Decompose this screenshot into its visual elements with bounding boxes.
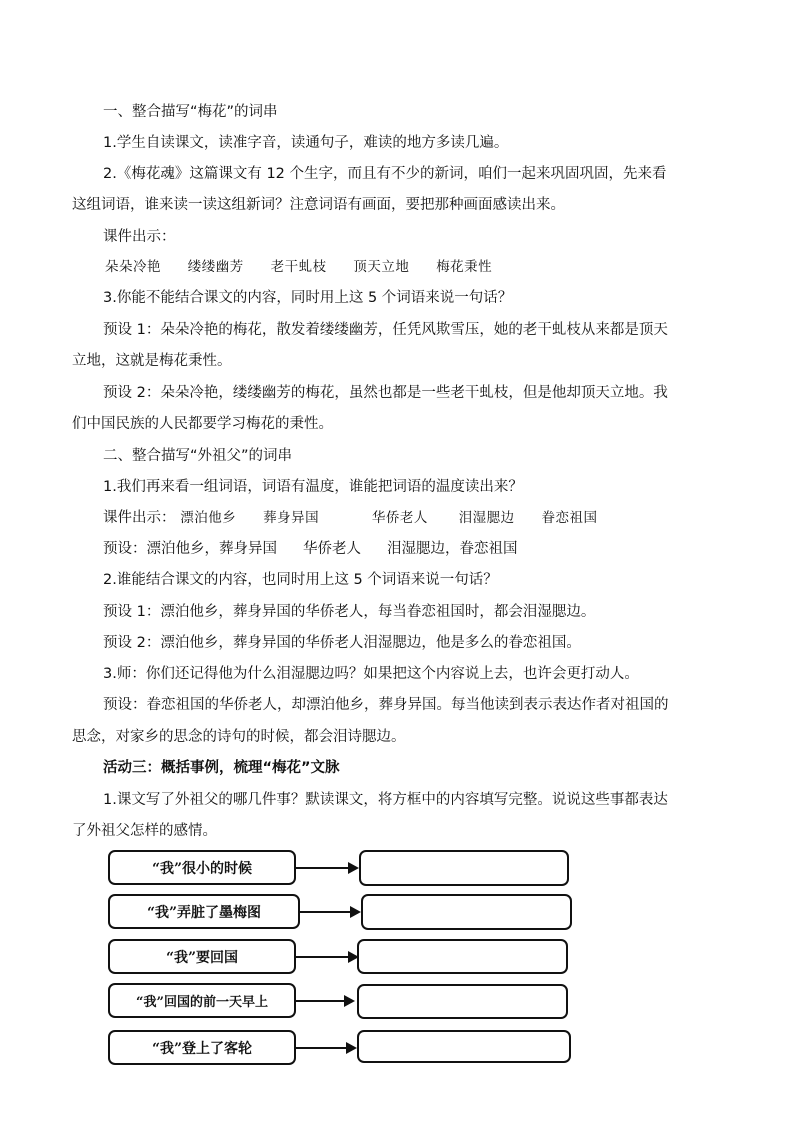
word-3: 华侨老人 <box>371 510 428 526</box>
answer-box-3[interactable] <box>357 939 568 974</box>
activity3-heading: 活动三：概括事例，梳理“梅花”文脉 <box>103 760 340 776</box>
answer-box-5[interactable] <box>357 1030 571 1063</box>
preset-part-3: 泪湿腮边，眷恋祖国 <box>387 541 518 557</box>
event-box-4: “我”回国的前一天早上 <box>108 983 296 1018</box>
answer-box-4[interactable] <box>357 984 568 1019</box>
section1-preset-2a: 预设 2：朵朵冷艳，缕缕幽芳的梅花，虽然也都是一些老干虬枝，但是他却顶天立地。我 <box>103 385 668 401</box>
section2-preset-2: 预设 2：漂泊他乡，葬身异国的华侨老人泪湿腮边，他是多么的眷恋祖国。 <box>103 635 581 651</box>
activity3-paragraph-1a: 1.课文写了外祖父的哪几件事？默读课文，将方框中的内容填写完整。说说这些事都表达 <box>103 792 668 808</box>
preset-part-1: 预设：漂泊他乡，葬身异国 <box>103 541 277 557</box>
section1-courseware-label: 课件出示： <box>103 229 176 245</box>
section1-paragraph-2a: 2.《梅花魂》这篇课文有 12 个生字，而且有不少的新词，咱们一起来巩固巩固，先来看 <box>103 166 667 182</box>
word-1: 朵朵冷艳 <box>105 259 161 275</box>
word-3: 老干虬枝 <box>270 259 327 275</box>
section2-paragraph-1: 1.我们再来看一组词语，词语有温度，谁能把词语的温度读出来？ <box>103 479 523 495</box>
section1-preset-1b: 立地，这就是梅花秉性。 <box>72 353 232 369</box>
section2-courseware-label: 课件出示： <box>103 510 176 526</box>
event-box-3: “我”要回国 <box>108 939 296 974</box>
word-1: 漂泊他乡 <box>180 510 237 526</box>
word-4: 顶天立地 <box>353 259 410 275</box>
activity3-paragraph-1b: 了外祖父怎样的感情。 <box>72 823 217 839</box>
arrow-icon <box>300 902 362 922</box>
section2-preset-3b: 思念，对家乡的思念的诗句的时候，都会泪诗腮边。 <box>72 729 406 745</box>
word-2: 缕缕幽芳 <box>187 259 244 275</box>
event-box-2: “我”弄脏了墨梅图 <box>108 894 300 929</box>
section1-preset-2b: 们中国民族的人民都要学习梅花的秉性。 <box>72 416 333 432</box>
section1-heading: 一、整合描写“梅花”的词串 <box>103 104 278 120</box>
arrow-icon <box>296 858 360 878</box>
section2-paragraph-3: 3.师：你们还记得他为什么泪湿腮边吗？如果把这个内容说上去，也许会更打动人。 <box>103 666 639 682</box>
section2-preset-3a: 预设：眷恋祖国的华侨老人，却漂泊他乡，葬身异国。每当他读到表示表达作者对祖国的 <box>103 697 669 713</box>
word-4: 泪湿腮边 <box>458 510 515 526</box>
section2-heading: 二、整合描写“外祖父”的词串 <box>103 448 293 464</box>
answer-box-1[interactable] <box>359 850 569 886</box>
section1-paragraph-1: 1.学生自读课文，读准字音，读通句子，难读的地方多读几遍。 <box>103 135 509 151</box>
section1-paragraph-3: 3.你能不能结合课文的内容，同时用上这 5 个词语来说一句话？ <box>103 290 513 306</box>
section1-preset-1a: 预设 1：朵朵冷艳的梅花，散发着缕缕幽芳，任凭风欺雪压，她的老干虬枝从来都是顶天 <box>103 322 668 338</box>
event-box-1: “我”很小的时候 <box>108 850 296 885</box>
arrow-icon <box>296 947 360 967</box>
section1-paragraph-2b: 这组词语，谁来读一读这组新词？注意词语有画面，要把那种画面感读出来。 <box>72 197 565 213</box>
word-2: 葬身异国 <box>263 510 320 526</box>
preset-part-2: 华侨老人 <box>303 541 361 557</box>
arrow-icon <box>296 1038 358 1058</box>
arrow-icon <box>296 991 356 1011</box>
section2-paragraph-2: 2.谁能结合课文的内容，也同时用上这 5 个词语来说一句话？ <box>103 572 498 588</box>
word-5: 梅花秉性 <box>436 259 493 275</box>
section2-preset-line <box>103 539 723 559</box>
section2-preset-1: 预设 1：漂泊他乡，葬身异国的华侨老人，每当眷恋祖国时，都会泪湿腮边。 <box>103 604 596 620</box>
section2-courseware-line <box>103 508 723 528</box>
event-box-5: “我”登上了客轮 <box>108 1030 296 1065</box>
section1-word-list <box>105 257 725 277</box>
answer-box-2[interactable] <box>361 894 572 930</box>
word-5: 眷恋祖国 <box>541 510 598 526</box>
